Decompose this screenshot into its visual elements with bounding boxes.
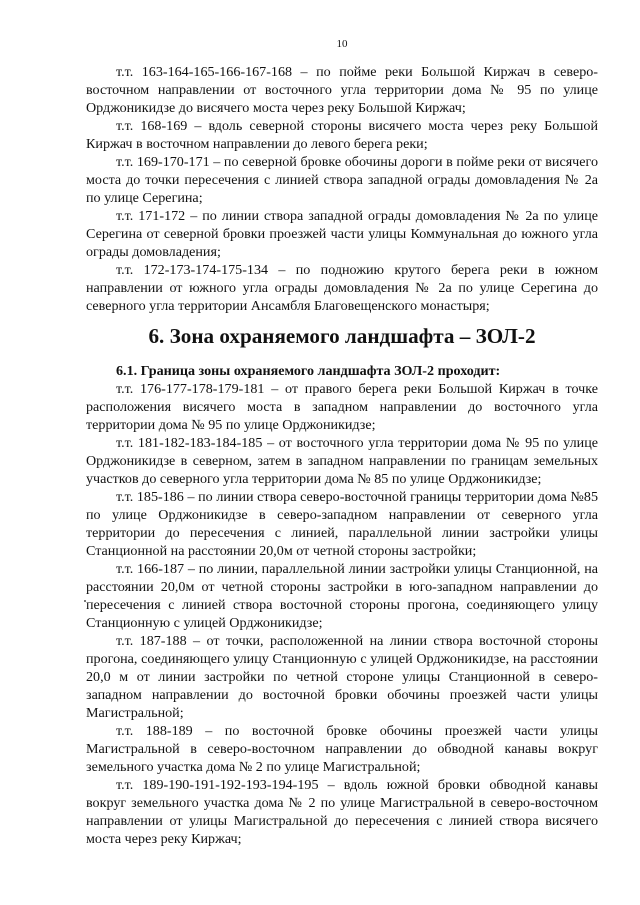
paragraph-boundary-187-188: т.т. 187-188 – от точки, расположенной на линии створа восточной стороны прогона, соединяющего улицу Станционную с улицей Орджоникидзе, на расстоянии 20,0 м от линии застройки по четной стороне улицы Станционной в северо-западном направлении до восточной бровки обочины проезжей части улицы Магистральной; [86,633,598,721]
paragraph-boundary-188-189: т.т. 188-189 – по восточной бровке обочины проезжей части улицы Магистральной в северо-восточном направлении до обводной канавы вокруг земельного участка дома № 2 по улице Магистральной; [86,723,598,775]
paragraph-boundary-189-195: т.т. 189-190-191-192-193-194-195 – вдоль южной бровки обводной канавы вокруг земельного участка дома № 2 по улице Магистральной в северо-восточном направлении от улицы Магистральной до пересечения с линией створа висячего моста через реку Киржач; [86,777,598,847]
scan-speck [84,600,86,602]
paragraph-boundary-168-169: т.т. 168-169 – вдоль северной стороны висячего моста через реку Большой Киржач в восточном направлении до левого берега реки; [86,118,598,152]
paragraph-boundary-171-172: т.т. 171-172 – по линии створа западной ограды домовладения № 2а по улице Серегина от северной бровки проезжей части улицы Коммунальная до южного угла ограды домовладения; [86,208,598,260]
paragraph-boundary-176-181: т.т. 176-177-178-179-181 – от правого берега реки Большой Киржач в точке расположения висячего моста в западном направлении до восточного угла территории дома № 95 по улице Орджоникидзе; [86,381,598,433]
paragraph-boundary-169-171: т.т. 169-170-171 – по северной бровке обочины дороги в пойме реки от висячего моста до точки пересечения с линией створа западной ограды домовладения № 2а по улице Серегина; [86,154,598,206]
paragraph-boundary-185-186: т.т. 185-186 – по линии створа северо-восточной границы территории дома №85 по улице Орджоникидзе в северо-западном направлении от северного угла территории до пересечения с линией, параллельной линии застройки улицы Станционной на расстоянии 20,0м от четной стороны застройки; [86,489,598,559]
subsection-heading: 6.1. Граница зоны охраняемого ландшафта ЗОЛ-2 проходит: [116,363,501,379]
paragraph-boundary-181-185: т.т. 181-182-183-184-185 – от восточного угла территории дома № 95 по улице Орджоникидзе в северном, затем в западном направлении по границам земельных участков до северного угла территории дома № 85 по улице Орджоникидзе; [86,435,598,487]
paragraph-boundary-166-187: т.т. 166-187 – по линии, параллельной линии застройки улицы Станционной, на расстоянии 20,0м от четной стороны застройки в юго-западном направлении до пересечения с линией створа восточной стороны прогона, соединяющего улицу Станционную с улицей Орджоникидзе; [86,561,598,631]
page-number: 10 [336,38,348,50]
paragraph-boundary-172-134: т.т. 172-173-174-175-134 – по подножию крутого берега реки в южном направлении от южного угла ограды домовладения № 2а по улице Серегина до северного угла территории Ансамбля Благовещенского монастыря; [86,262,598,314]
paragraph-boundary-163-168: т.т. 163-164-165-166-167-168 – по пойме реки Большой Киржач в северо-восточном направлении от восточного угла территории дома № 95 по улице Орджоникидзе до висячего моста через реку Большой Киржач; [86,64,598,116]
section-title: 6. Зона охраняемого ландшафта – ЗОЛ-2 [148,324,536,348]
